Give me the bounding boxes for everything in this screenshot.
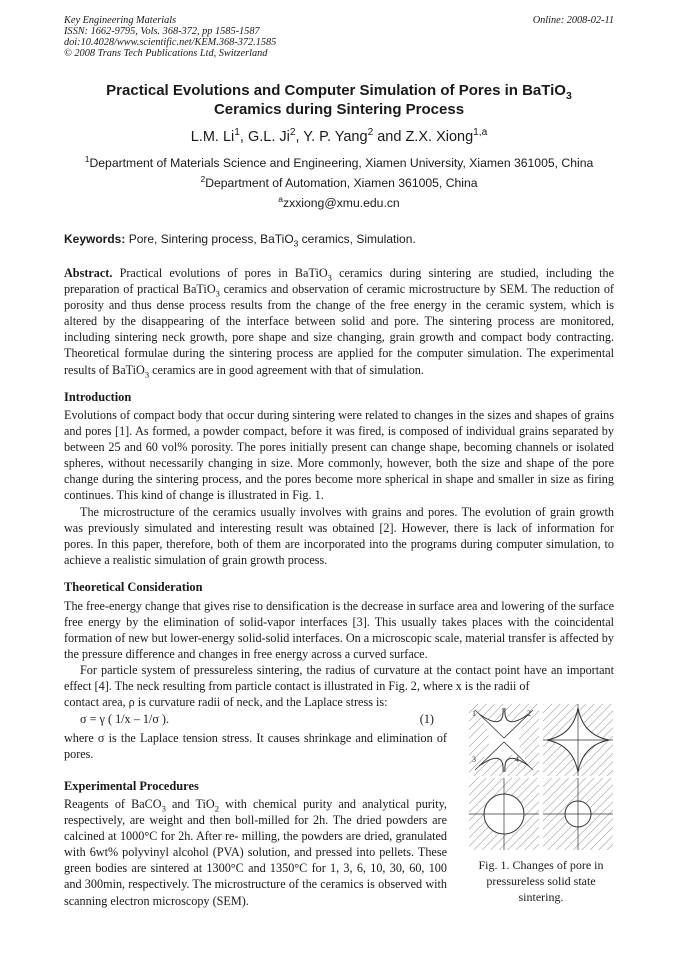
- journal-name: Key Engineering Materials: [64, 15, 177, 26]
- keywords: Keywords: Pore, Sintering process, BaTiO$_3$ ceramics, Simulation.: [64, 232, 416, 249]
- theory-paragraph-2: For particle system of pressureless sintering, the radius of curvature at the contact point have an important effect [4]. The neck resulting from particle contact is illustrated in Fig. 2, where x is the radii of: [64, 663, 614, 694]
- section-heading-theory: Theoretical Consideration: [64, 580, 203, 594]
- figure-1-caption: Fig. 1. Changes of pore in pressureless solid state sintering.: [478, 858, 604, 904]
- figure-panel-3: [469, 778, 539, 850]
- figure-panel-2: [543, 704, 613, 776]
- figure-panel-4: [543, 778, 613, 850]
- equation-text: σ = γ ( 1/x – 1/σ ).: [80, 712, 170, 726]
- online-date: Online: 2008-02-11: [532, 15, 614, 26]
- grain-label-4: 4: [515, 755, 519, 764]
- figure-1-pore-diagram: [465, 700, 617, 850]
- affiliation-2: $^2$Department of Automation, Xiamen 361005, China: [200, 173, 478, 190]
- section-heading-introduction: Introduction: [64, 390, 132, 404]
- author-email: $^a$zxxiong@xmu.edu.cn: [278, 193, 400, 210]
- equation-number: (1): [419, 712, 434, 726]
- theory-paragraph-3: where σ is the Laplace tension stress. It causes shrinkage and elimination of pores.: [64, 731, 447, 762]
- paper-title: Practical Evolutions and Computer Simulation of Pores in BaTiO$_3$ Ceramics during Sintering Process: [106, 82, 572, 118]
- section-heading-experimental: Experimental Procedures: [64, 779, 199, 793]
- grain-label-1: 1: [472, 709, 476, 718]
- introduction-body: [64, 407, 614, 568]
- experimental-body: Reagents of BaCO$_3$ and TiO$_2$ with chemical purity and analytical purity, respectively, are weight and then boll-milled for 2h. The dried powders are calcined at 1000°C for 2h. After re- milling, the powders are dried, granulated with 6wt% polyvinyl alcohol (PVA) solution, and pressed into pellets. These green bodies are sintered at 1300°C and 1350°C for 1, 3, 6, 10, 30, 60, 100 and 300min, respectively. The microstructure of the ceramics is observed with scanning electron microscopy (SEM).: [64, 797, 447, 908]
- figure-panel-1: [469, 704, 539, 776]
- doi-line: doi:10.4028/www.scientific.net/KEM.368-372.1585: [64, 37, 277, 48]
- author-list: L.M. Li$^1$, G.L. Ji$^2$, Y. P. Yang$^2$ and Z.X. Xiong$^{1,a}$: [190, 127, 488, 145]
- theory-body: [64, 598, 614, 695]
- introduction-paragraph-2: The microstructure of the ceramics usually involves with grains and pores. The evolution of grain growth was previously simulated and interesting result was obtained [2]. However, there is lack of information for pores. In this paper, therefore, both of them are incorporated into the programs during computer simulation, to achieve a realistic simulation of grain growth process.: [64, 504, 614, 567]
- grain-label-2: 2: [527, 709, 531, 718]
- introduction-paragraph-1: Evolutions of compact body that occur during sintering were related to changes in the sizes and shapes of grains and pores [1]. As formed, a powder compact, before it was fired, is composed of individual grains separated by between 25 and 60 vol% porosity. The pores initially present can change shape, becoming channels or isolated spheres, without necessarily changing in size. More commonly, however, both the size and shape of the pore change during the sintering process, and the pores become more spherical in shape and smaller in size as firing continues. This kind of change is illustrated in Fig. 1.: [64, 408, 614, 503]
- theory-paragraph-2-cont: contact area, ρ is curvature radii of neck, and the Laplace stress is:: [64, 695, 388, 709]
- grain-label-3: 3: [472, 755, 476, 764]
- copyright-line: © 2008 Trans Tech Publications Ltd, Switzerland: [64, 48, 268, 59]
- theory-paragraph-1: The free-energy change that gives rise to densification is the decrease in surface area and lowering of the surface free energy by the elimination of solid-vapor interfaces [3]. This usually takes places with the coincidental formation of new but lower-energy solid-solid interfaces. On a microscopic scale, material transfer is affected by the pressure difference and changes in free energy across a curved surface.: [64, 599, 614, 662]
- equation-1: [80, 712, 434, 727]
- running-header: [64, 15, 276, 59]
- affiliation-1: $^1$Department of Materials Science and Engineering, Xiamen University, Xiamen 361005, China: [84, 153, 594, 170]
- abstract: Abstract. Practical evolutions of pores in BaTiO$_3$ ceramics during sintering are studied, including the preparation of practical BaTiO$_3$ ceramics and observation of ceramic microstructure by SEM. The reduction of porosity and thus dense process results from the change of the free energy in the ceramic system, which is altered by the disappearing of the interface between solid and pore. The sintering process are monitored, including sintering neck growth, pore shape and size changing, grain growth and compact body contracting. Theoretical formulae during the sintering process are applied for the computer simulation. The experimental results of BaTiO$_3$ ceramics are in good agreement with that of simulation.: [64, 266, 614, 379]
- issn-line: ISSN: 1662-9795, Vols. 368-372, pp 1585-1587: [64, 26, 260, 37]
